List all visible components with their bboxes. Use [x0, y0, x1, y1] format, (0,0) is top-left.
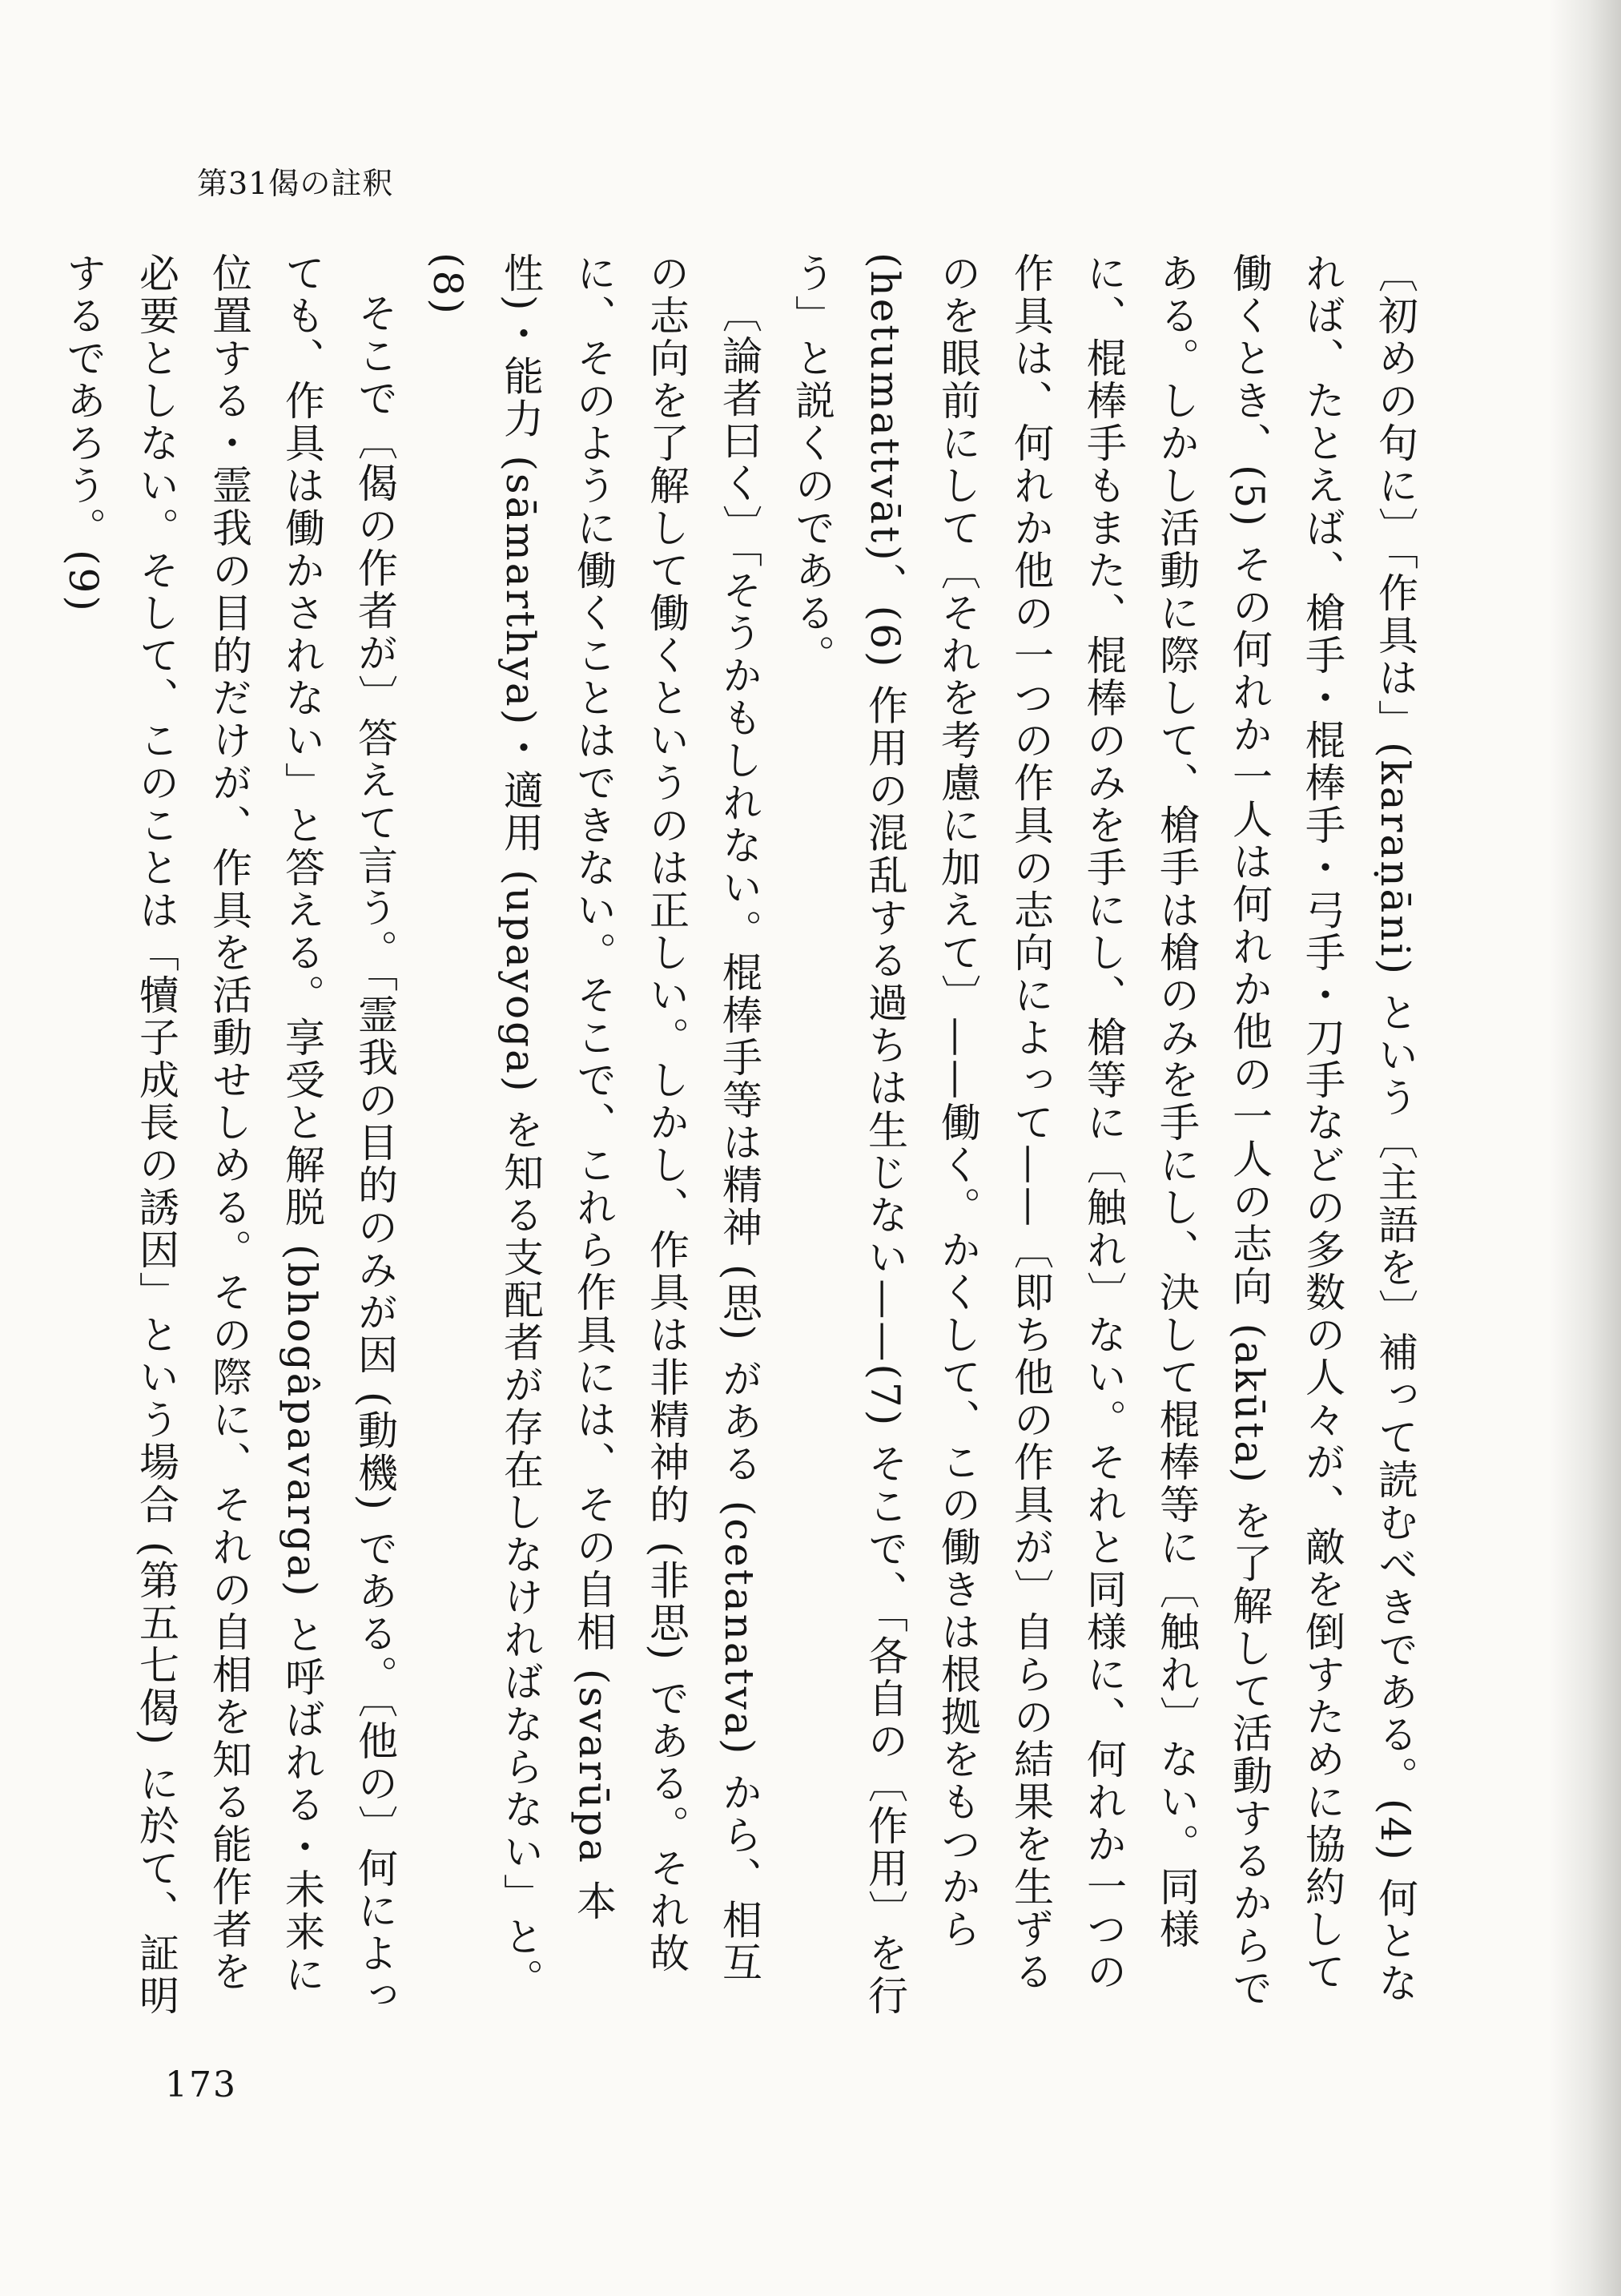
body-text [60, 252, 1431, 2023]
page-number: 173 [165, 2064, 237, 2105]
running-head: 第31偈の註釈 [197, 166, 394, 201]
paragraph-1: 〔初めの句に〕「作具は」(karaṇāni) という〔主語を〕補って読むべきである。(4) 何となれば、たとえば、槍手・棍棒手・弓手・刀手などの多数の人々が、敵を倒すために協約して働くとき、(5) その何れか一人は何れか他の一人の志向 (akūta) を了解して活動するからである。しかし活動に際して、槍手は槍のみを手にし、決して棍棒等に〔触れ〕ない。同様に、棍棒手もまた、棍棒のみを手にし、槍等に〔触れ〕ない。それと同様に、何れか一つの作具は、何れか他の一つの作具の志向によって——〔即ち他の作具が〕自らの結果を生ずるのを眼前にして〔それを考慮に加えて〕——働く。かくして、この働きは根拠をもつから (hetumattvāt)、(6) 作用の混乱する過ちは生じない——(7) そこで、「各自の〔作用〕を行う」と説くのである。 [789, 252, 1418, 2018]
paragraph-3: そこで〔偈の作者が〕答えて言う。「霊我の目的のみが因 (動機) である。〔他の〕何によっても、作具は働かされない」と答える。享受と解脱 (bhogâpavarga) と呼ばれる・未来に位置する・霊我の目的だけが、作具を活動せしめる。その際に、それの自相を知る能作者を必要としない。そして、このことは「犢子成長の誘因」という場合 (第五七偈) に於て、証明するであろう。(9) [60, 252, 398, 2017]
page-edge-shadow [1549, 0, 1621, 2296]
paragraph-2: 〔論者曰く〕「そうかもしれない。棍棒手等は精神 (思) がある (cetanatva) から、相互の志向を了解して働くというのは正しい。しかし、作具は非精神的 (非思) である。それ故に、そのように働くことはできない。そこで、これら作具には、その自相 (svarūpa 本性)・能力 (sāmarthya)・適用 (upayoga) を知る支配者が存在しなければならない」と。(8) [424, 252, 762, 2001]
